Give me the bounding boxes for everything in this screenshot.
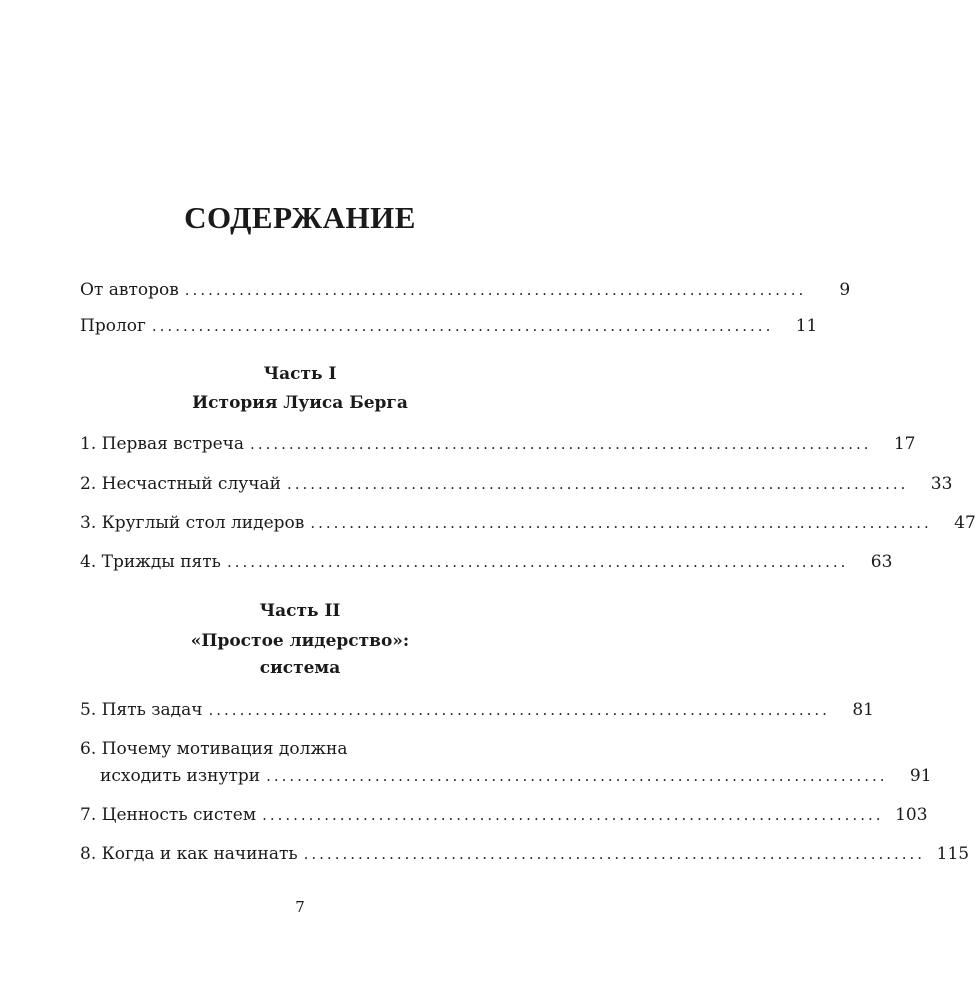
toc-entry-chapter-5[interactable] — [80, 699, 874, 721]
toc-entry-chapter-2[interactable] — [80, 473, 953, 495]
toc-entry-chapter-1[interactable] — [80, 433, 916, 455]
toc-entry-label: 1. Первая встреча — [80, 434, 245, 454]
page-number: 7 — [295, 898, 305, 916]
part-2-title-line-2: система — [259, 658, 341, 678]
part-2-label: Часть II — [259, 601, 341, 621]
toc-entry-label: 7. Ценность систем — [80, 805, 257, 825]
dot-leader: ................................................................................ — [286, 475, 909, 493]
toc-entry-page: 33 — [930, 474, 953, 494]
toc-entry-label: 2. Несчастный случай — [80, 474, 281, 494]
dot-leader: ................................................................................ — [262, 806, 884, 824]
toc-entry-page: 91 — [909, 766, 932, 786]
toc-entry-chapter-3[interactable] — [80, 512, 976, 534]
part-1-label: Часть I — [263, 364, 337, 384]
toc-entry-chapter-6-line-1[interactable]: 6. Почему мотивация должна — [80, 739, 348, 759]
dot-leader: ................................................................................ — [151, 317, 774, 335]
part-2-title-line-1: «Простое лидерство»: — [190, 631, 410, 651]
toc-entry-from-authors[interactable] — [80, 279, 851, 301]
toc-entry-page: 47 — [954, 513, 976, 533]
toc-entry-label: 5. Пять задач — [80, 700, 203, 720]
toc-entry-page: 17 — [893, 434, 916, 454]
toc-entry-label: От авторов — [80, 280, 179, 300]
dot-leader: ................................................................................ — [266, 767, 888, 785]
dot-leader: ................................................................................ — [310, 514, 932, 532]
toc-entry-chapter-6[interactable] — [80, 765, 932, 787]
toc-entry-page: 81 — [852, 700, 874, 720]
toc-entry-chapter-4[interactable] — [80, 551, 893, 573]
toc-entry-page: 115 — [936, 844, 970, 864]
toc-entry-label: 8. Когда и как начинать — [80, 844, 298, 864]
part-1-title: История Луиса Берга — [192, 393, 408, 413]
dot-leader: ................................................................................ — [303, 845, 926, 863]
toc-entry-label: 4. Трижды пять — [80, 552, 221, 572]
dot-leader: ................................................................................ — [250, 435, 872, 453]
toc-entry-label: 3. Круглый стол лидеров — [80, 513, 305, 533]
toc-entry-page: 9 — [839, 280, 851, 300]
dot-leader: ................................................................................ — [226, 553, 849, 571]
toc-entry-page: 63 — [870, 552, 893, 572]
toc-entry-page: 11 — [795, 316, 818, 336]
dot-leader: ................................................................................ — [208, 701, 830, 719]
page-title: СОДЕРЖАНИЕ — [184, 200, 416, 235]
toc-entry-chapter-7[interactable] — [80, 804, 928, 826]
toc-entry-prologue[interactable] — [80, 315, 818, 337]
toc-entry-chapter-8[interactable] — [80, 843, 970, 865]
dot-leader: ................................................................................ — [184, 281, 807, 299]
toc-entry-label: Пролог — [80, 316, 146, 336]
toc-entry-page: 103 — [895, 805, 928, 825]
toc-entry-label: исходить изнутри — [100, 766, 261, 786]
